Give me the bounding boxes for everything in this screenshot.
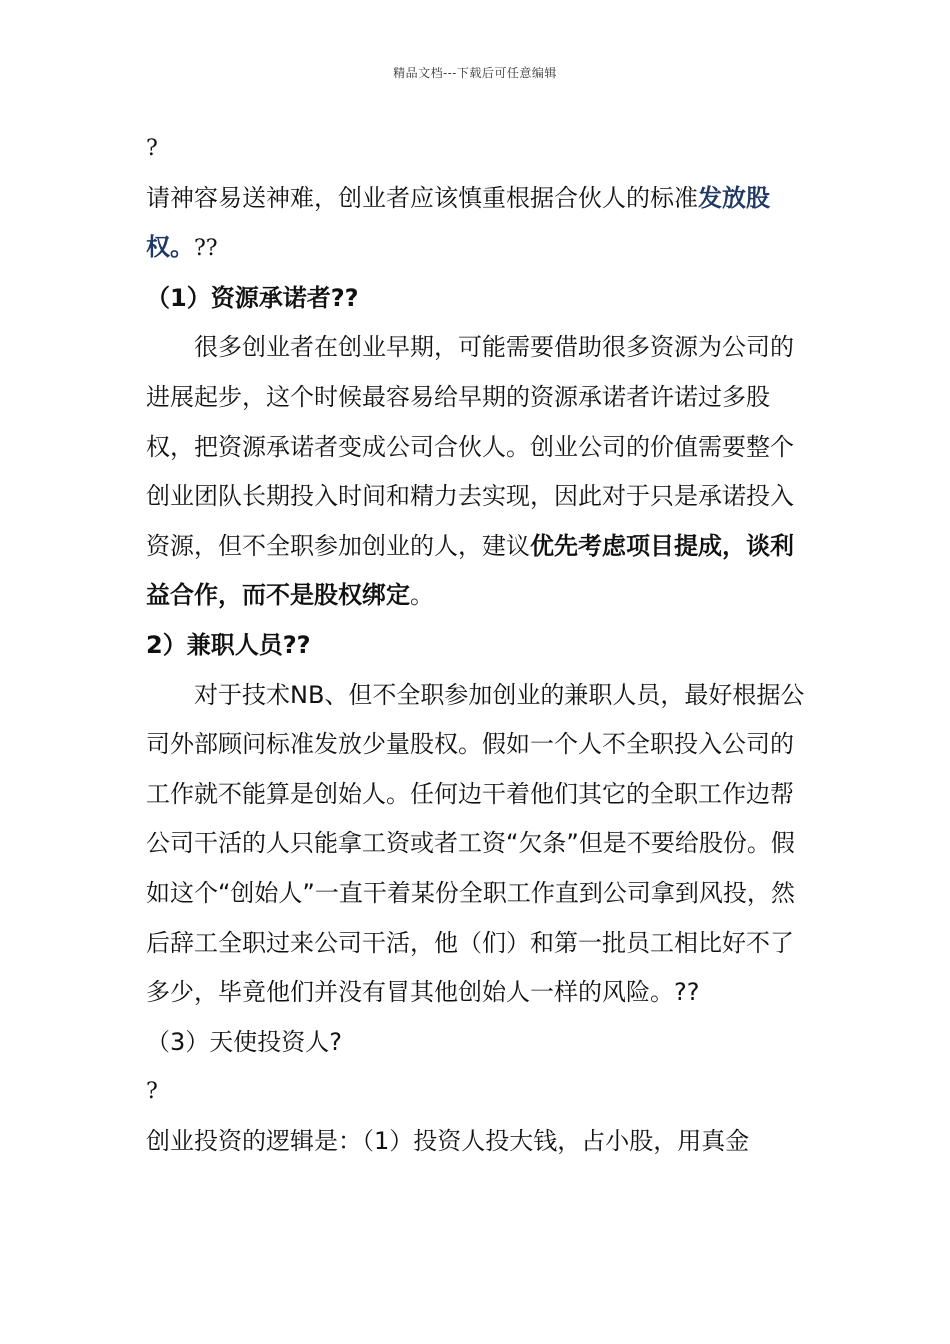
- heading-angel-investor: （3）天使投资人?: [146, 1027, 343, 1056]
- paragraph-part-time: 对于技术NB、但不全职参加创业的兼职人员，最好根据公司外部顾问标准发放少量股权。假如一个人不全职投入公司的工作就不能算是创始人。任何边干着他们其它的全职工作边帮公司干活的人只能拿工资或者工资“欠条”但是不要给股份。假如这个“创始人”一直干着某份全职工作直到公司拿到风投，然后辞工全职过来公司干活，他（们）和第一批员工相比好不了多少，毕竟他们并没有冒其他创始人一样的风险。??: [146, 680, 805, 1007]
- document-body: [146, 124, 810, 1166]
- intro-highlight: 发放股权。: [146, 183, 770, 262]
- paragraph-placeholder: ?: [146, 136, 158, 161]
- resource-text: 很多创业者在创业早期，可能需要借助很多资源为公司的进展起步，这个时候最容易给早期的资源承诺者许诺过多股权，把资源承诺者变成公司合伙人。创业公司的价值需要整个创业团队长期投入时间和精力去实现，因此对于只是承诺投入资源，但不全职参加创业的人，建议: [146, 333, 794, 560]
- heading-part-time: 2）兼职人员??: [146, 630, 311, 659]
- resource-bold-advice: 优先考虑项目提成，谈利益合作，而不是股权绑定: [146, 531, 794, 610]
- paragraph-intro: [146, 174, 810, 274]
- paragraph-investment-logic: 创业投资的逻辑是：（1）投资人投大钱，占小股，用真金: [146, 1126, 750, 1155]
- intro-text: 请神容易送神难，创业者应该慎重根据合伙人的标准: [146, 183, 698, 212]
- page-header: 精品文档---下载后可任意编辑: [393, 66, 557, 80]
- resource-end: 。: [410, 581, 434, 610]
- paragraph-resource-provider: [146, 323, 810, 621]
- paragraph-placeholder-2: ?: [146, 1079, 158, 1105]
- intro-marks: ??: [194, 236, 218, 262]
- heading-resource-provider: （1）资源承诺者??: [146, 283, 359, 312]
